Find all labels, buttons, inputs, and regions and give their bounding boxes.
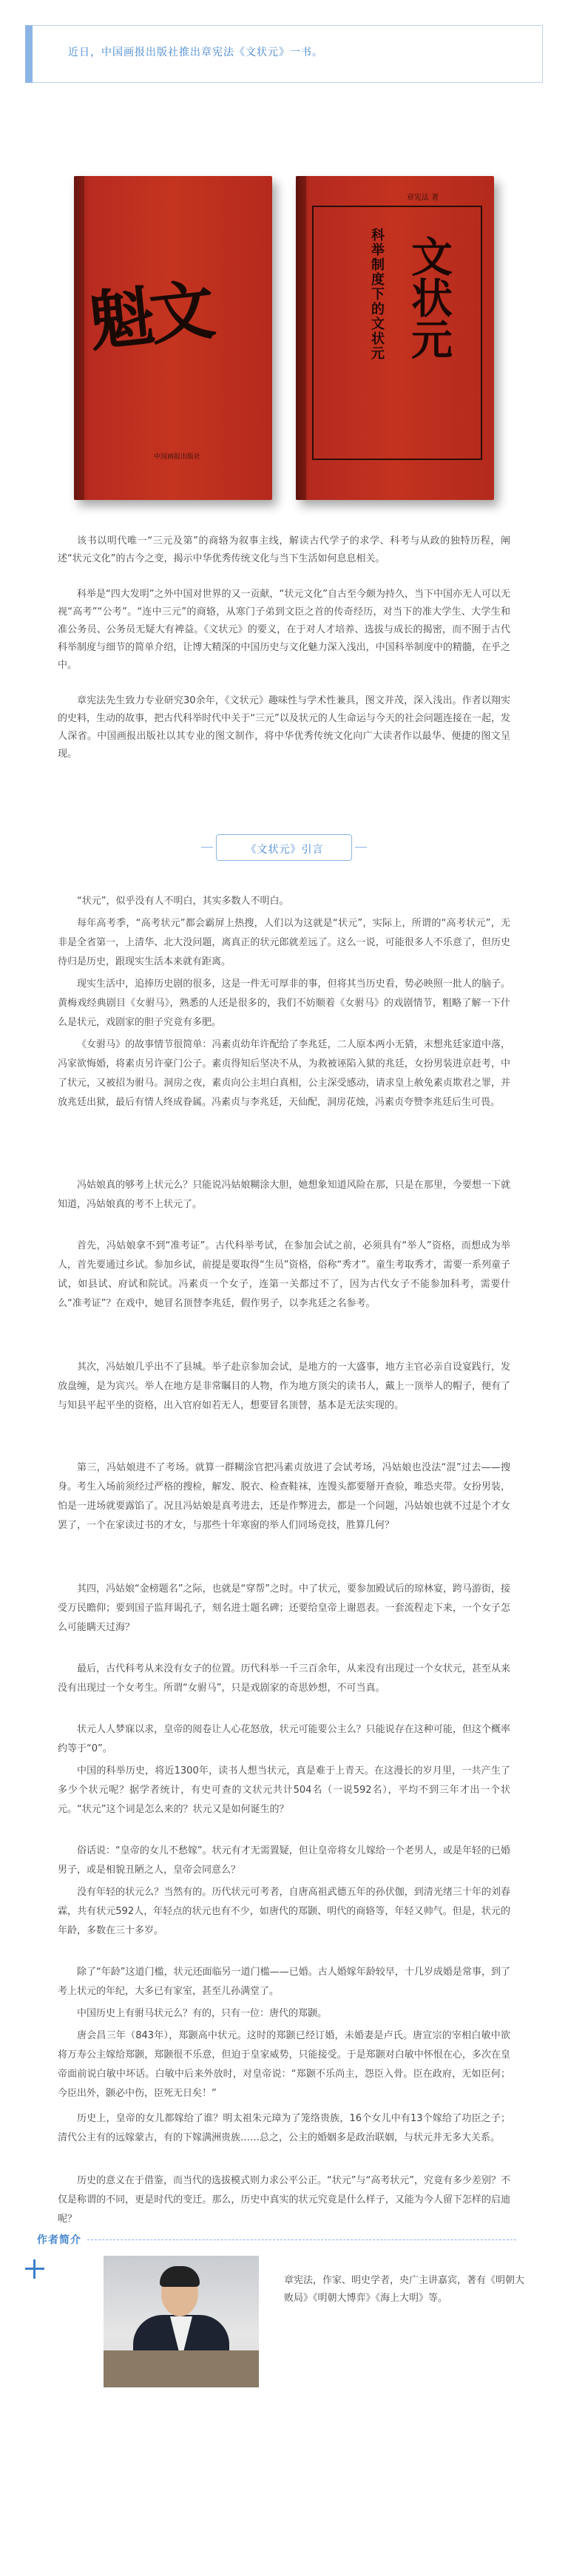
book-right-subtitle: 科举制度下的文状元	[369, 228, 385, 361]
intro-paragraph: 该书以明代唯一“三元及第”的商辂为叙事主线，解读古代学子的求学、科考与从政的独特历程，阐述“状元文化”的古今之变，揭示中华优秀传统文化与当下生活如何息息相关。	[58, 535, 510, 564]
body-paragraph: 除了“年龄”这道门槛，状元还面临另一道门槛——已婚。古人婚嫁年龄较早，十几岁成婚是常事，到了考上状元的年纪，大多已有家室，甚至儿孙满堂了。	[58, 1967, 510, 1997]
section-divider-right	[355, 847, 367, 848]
body-paragraph: 每年高考季，“高考状元”都会霸屏上热搜，人们以为这就是“状元”，实际上，所谓的“高考状元”，无非是全省第一，上清华、北大没问题，离真正的状元郎就差远了。这么一说，可能很多人不乐意了，但历史待归是历史，跟现实生活本来就有距离。	[58, 918, 510, 967]
body-paragraph: 中国的科举历史，将近1300年，读书人想当状元，真是难于上青天。在这漫长的岁月里，一共产生了多少个状元呢？据学者统计，有史可查的文状元共计504名（一说592名），平均不到三年才出一个状元。“状元”这个词是怎么来的？状元又是如何诞生的？	[58, 1765, 510, 1815]
book-right-title: 文状元	[405, 235, 453, 359]
body-paragraph: 第三，冯姑娘进不了考场。就算一群糊涂官把冯素贞放进了会试考场，冯姑娘也没法“混”过去——搜身。考生入场前须经过严格的搜检，解发、脱衣、检查鞋袜，连馒头都要掰开查验，唯恐夹带。女扮男装，怕是一进场就要露馅了。况且冯姑娘是真考进去，还是作弊进去，都是一个问题，冯姑娘也就不过是个才女罢了，一个在家读过书的才女，与那些十年寒窗的举人们同场竞技，胜算几何？	[58, 1462, 510, 1531]
body-paragraph: 《女驸马》的故事情节很简单：冯素贞幼年许配给了李兆廷，二人原本两小无猜，末想兆廷家道中落，冯家欲悔婚，将素贞另许豪门公子。素贞得知后坚决不从，为救被诬陷入狱的兆廷，女扮男装进京赶考，中了状元，又被招为驸马。洞房之夜，素贞向公主坦白真相，公主深受感动，请求皇上赦免素贞欺君之罪，并放兆廷出狱，最后有情人终成眷属。冯素贞与李兆廷，天仙配，洞房花烛，冯素贞夸赞李兆廷后生可畏。	[58, 1039, 510, 1108]
body-paragraph: 历史上，皇帝的女儿都嫁给了谁？明太祖朱元璋为了笼络贵族，16个女儿中有13个嫁给了功臣之子；清代公主有的远嫁蒙古，有的下嫁满洲贵族……总之，公主的婚姻多是政治联姻，与状元并无多大关系。	[58, 2113, 510, 2143]
book-right-author: 章宪法 著	[407, 194, 439, 202]
book-left-publisher: 中国画报出版社	[154, 453, 201, 461]
notice-accent-bar	[25, 25, 33, 83]
plus-icon-vertical	[33, 2259, 36, 2279]
body-paragraph: 其四，冯姑娘“金榜题名”之际，也就是“穿帮”之时。中了状元，要参加殿试后的琼林宴，跨马游街，接受万民瞻仰；要到国子监拜谒孔子，刻名进士题名碑；还要给皇帝上谢恩表。一套流程走下来，一个女子怎么可能瞒天过海？	[58, 1583, 510, 1633]
photo-bookshelf	[104, 2350, 259, 2387]
body-paragraph: 历史的意义在于借鉴，而当代的选拔模式则力求公平公正。“状元”与“高考状元”，究竟有多少差别？不仅是称谓的不同，更是时代的变迁。那么，历史中真实的状元究竟是什么样子，又能为今人留下怎样的启迪呢？	[58, 2175, 510, 2225]
intro-paragraph: 章宪法先生致力专业研究30余年，《文状元》趣味性与学术性兼具，图文并茂，深入浅出。作者以翔实的史料，生动的故事，把古代科举时代中关于“三元”以及状元的人生命运与今天的社会问题连接在一起，发人深省。中国画报出版社以其专业的图文制作，将中华优秀传统文化向广大读者作以最华、便捷的图文呈现。	[58, 695, 510, 760]
body-paragraph: 唐会昌三年（843年），郑颢高中状元。这时的郑颢已经订婚，未婚妻是卢氏。唐宣宗的宰相白敏中欲将万寿公主嫁给郑颢，郑颢很不乐意，但迫于皇家威势，只能接受。于是郑颢对白敏中怀恨在心，多次在皇帝面前说白敏中坏话。白敏中后来外放时，对皇帝说：“郑颢不乐尚主，怨臣入骨。臣在政府，无如臣何；今臣出外，颢必中伤，臣死无日矣！”	[58, 2030, 510, 2099]
book-cover-right	[296, 176, 494, 500]
body-paragraph: 没有年轻的状元么？当然有的。历代状元可考者，自唐高祖武德五年的孙伏伽，到清光绪三十年的刘春霖，共有状元592人，年轻点的状元也有不少，如唐代的郑颢、明代的商辂等，年轻又帅气。但是，状元的年龄，多数在三十多岁。	[58, 1887, 510, 1936]
book-spine	[296, 176, 306, 500]
body-paragraph: 现实生活中，追捧历史剧的很多，这是一件无可厚非的事，但将其当历史看，势必映照一批人的脑子。黄梅戏经典剧目《女驸马》，熟悉的人还是很多的，我们不妨顺着《女驸马》的戏剧情节，粗略了解一下什么是状元，戏剧家的胆子究竟有多肥。	[58, 978, 510, 1028]
body-paragraph: 冯姑娘真的够考上状元么？只能说冯姑娘糊涂大胆，她想象知道风险在那，只是在那里，今要想一下就知道，冯姑娘真的考不上状元了。	[58, 1180, 510, 1210]
section-divider-left	[201, 847, 213, 848]
photo-hair	[160, 2266, 200, 2287]
body-paragraph: 其次，冯姑娘几乎出不了县城。举子赴京参加会试，是地方的一大盛事，地方主官必亲自设宴践行，发放盘缠，是为宾兴。举人在地方是非常瞩目的人物，作为地方顶尖的读书人，戴上一顶举人的帽子，便有了与知县平起平坐的资格，出入官府如若无人，想要冒名顶替，基本是无法实现的。	[58, 1362, 510, 1411]
intro-paragraph: 科举是“四大发明”之外中国对世界的又一贡献，“状元文化”自古至今颇为持久，当下中国亦无人可以无视“高考”“公考”。“连中三元”的商辂，从寒门子弟到文臣之首的传奇经历，对当下的准大学生、大学生和准公务员、公务员无疑大有裨益。《文状元》的要义，在于对人才培养、选拔与成长的揭密，而不囿于古代科举制度与细节的简单介绍，让博大精深的中国历史与文化魅力深入浅出，中国科举制度中的精髓，在乎之中。	[58, 589, 510, 671]
body-paragraph: 中国历史上有驸马状元么？有的，只有一位：唐代的郑颢。	[77, 2008, 328, 2019]
body-paragraph: 最后，古代科考从来没有女子的位置。历代科举一千三百余年，从来没有出现过一个女状元，甚至从来没有出现过一个女考生。所谓“女驸马”，只是戏剧家的奇思妙想，不可当真。	[58, 1663, 510, 1694]
author-section-divider	[87, 2239, 516, 2240]
book-left-title: 魁文	[85, 271, 214, 361]
section-label-box	[216, 834, 352, 861]
author-bio: 章宪法，作家、明史学者，央广主讲嘉宾，著有《明朝大败局》《明朝大博弈》《海上大明》等。	[284, 2275, 525, 2304]
author-section-title: 作者简介	[37, 2234, 81, 2246]
author-photo	[104, 2256, 259, 2387]
section-label: 《文状元》引言	[246, 844, 324, 856]
body-paragraph: “状元”，似乎没有人不明白，其实多数人不明白。	[77, 896, 289, 907]
book-cover-left	[74, 176, 272, 500]
body-paragraph: 首先，冯姑娘拿不到“准考证”。古代科举考试，在参加会试之前，必须具有“举人”资格，而想成为举人，首先要通过乡试。参加乡试，前提是要取得“生员”资格，俗称“秀才”。童生考取秀才，需要一系列童子试，如县试、府试和院试。冯素贞一个女子，连第一关都过不了，因为古代女子不能参加科考，需要什么“准考证”？在戏中，她冒名顶替李兆廷，假作男子，以李兆廷之名参考。	[58, 1240, 510, 1309]
body-paragraph: 状元人人梦寐以求，皇帝的阅卷让人心花怒放，状元可能要公主么？只能说存在这种可能，但这个概率约等于“0”。	[58, 1724, 510, 1754]
book-spine	[74, 176, 84, 500]
body-paragraph: 俗话说：“皇帝的女儿不愁嫁”。状元有才无需置疑，但让皇帝将女儿嫁给一个老男人，或是年轻的已婚男子，或是相貌丑陋之人，皇帝会同意么？	[58, 1845, 510, 1876]
book-covers-image	[74, 176, 494, 500]
notice-text: 近日，中国画报出版社推出章宪法《文状元》一书。	[68, 47, 323, 58]
book-cover-frame	[312, 206, 482, 460]
